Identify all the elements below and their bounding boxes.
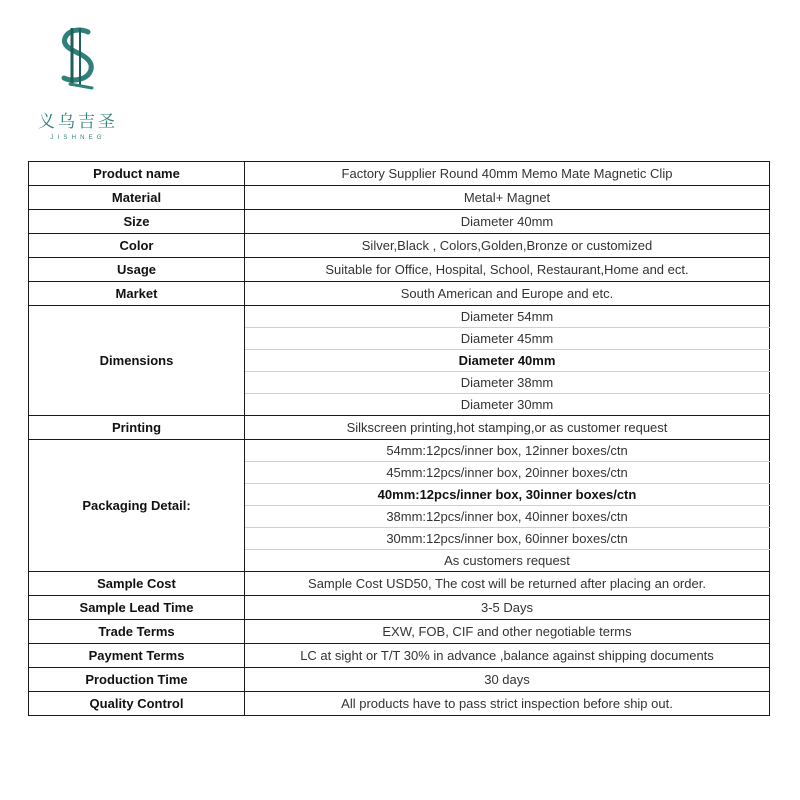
row-label: Printing: [29, 416, 245, 440]
dimension-value-highlight: Diameter 40mm: [245, 350, 770, 372]
table-row: [29, 620, 770, 644]
packaging-value: 54mm:12pcs/inner box, 12inner boxes/ctn: [245, 440, 770, 462]
table-row: [29, 186, 770, 210]
packaging-value: 38mm:12pcs/inner box, 40inner boxes/ctn: [245, 506, 770, 528]
packaging-value: 30mm:12pcs/inner box, 60inner boxes/ctn: [245, 528, 770, 550]
logo-chinese-text: 义乌吉圣: [38, 112, 118, 132]
dimension-value: Diameter 30mm: [245, 394, 770, 416]
row-value: Metal+ Magnet: [245, 186, 770, 210]
row-value: Silver,Black , Colors,Golden,Bronze or customized: [245, 234, 770, 258]
row-value: Suitable for Office, Hospital, School, Restaurant,Home and ect.: [245, 258, 770, 282]
table-row: [29, 210, 770, 234]
table-row: [29, 416, 770, 440]
company-logo: [28, 26, 128, 141]
table-row: [29, 282, 770, 306]
row-label: Product name: [29, 162, 245, 186]
logo-english-text: JISHNEG: [50, 135, 106, 141]
row-label: Sample Cost: [29, 572, 245, 596]
packaging-value: As customers request: [245, 550, 770, 572]
row-value: All products have to pass strict inspection before ship out.: [245, 692, 770, 716]
row-label: Dimensions: [29, 306, 245, 416]
row-label: Size: [29, 210, 245, 234]
row-value: Factory Supplier Round 40mm Memo Mate Magnetic Clip: [245, 162, 770, 186]
row-value: South American and Europe and etc.: [245, 282, 770, 306]
row-label: Payment Terms: [29, 644, 245, 668]
table-row: [29, 234, 770, 258]
row-value: Sample Cost USD50, The cost will be returned after placing an order.: [245, 572, 770, 596]
dimension-value: Diameter 54mm: [245, 306, 770, 328]
packaging-value: 45mm:12pcs/inner box, 20inner boxes/ctn: [245, 462, 770, 484]
dimension-value: Diameter 45mm: [245, 328, 770, 350]
row-value: EXW, FOB, CIF and other negotiable terms: [245, 620, 770, 644]
dimension-value: Diameter 38mm: [245, 372, 770, 394]
row-label: Material: [29, 186, 245, 210]
table-row: [29, 596, 770, 620]
row-label: Trade Terms: [29, 620, 245, 644]
table-row: [29, 440, 770, 462]
row-label: Market: [29, 282, 245, 306]
table-row: [29, 572, 770, 596]
table-row: [29, 668, 770, 692]
table-row: [29, 692, 770, 716]
row-value: Diameter 40mm: [245, 210, 770, 234]
product-spec-table: [28, 161, 770, 716]
row-label: Color: [29, 234, 245, 258]
packaging-value-highlight: 40mm:12pcs/inner box, 30inner boxes/ctn: [245, 484, 770, 506]
row-value: 30 days: [245, 668, 770, 692]
row-value: 3-5 Days: [245, 596, 770, 620]
table-row: [29, 644, 770, 668]
row-label: Quality Control: [29, 692, 245, 716]
row-label: Sample Lead Time: [29, 596, 245, 620]
table-row: [29, 306, 770, 328]
row-value: Silkscreen printing,hot stamping,or as customer request: [245, 416, 770, 440]
table-row: [29, 258, 770, 282]
row-label: Packaging Detail:: [29, 440, 245, 572]
row-value: LC at sight or T/T 30% in advance ,balance against shipping documents: [245, 644, 770, 668]
row-label: Production Time: [29, 668, 245, 692]
row-label: Usage: [29, 258, 245, 282]
table-row: [29, 162, 770, 186]
logo-mark-icon: [50, 26, 106, 90]
